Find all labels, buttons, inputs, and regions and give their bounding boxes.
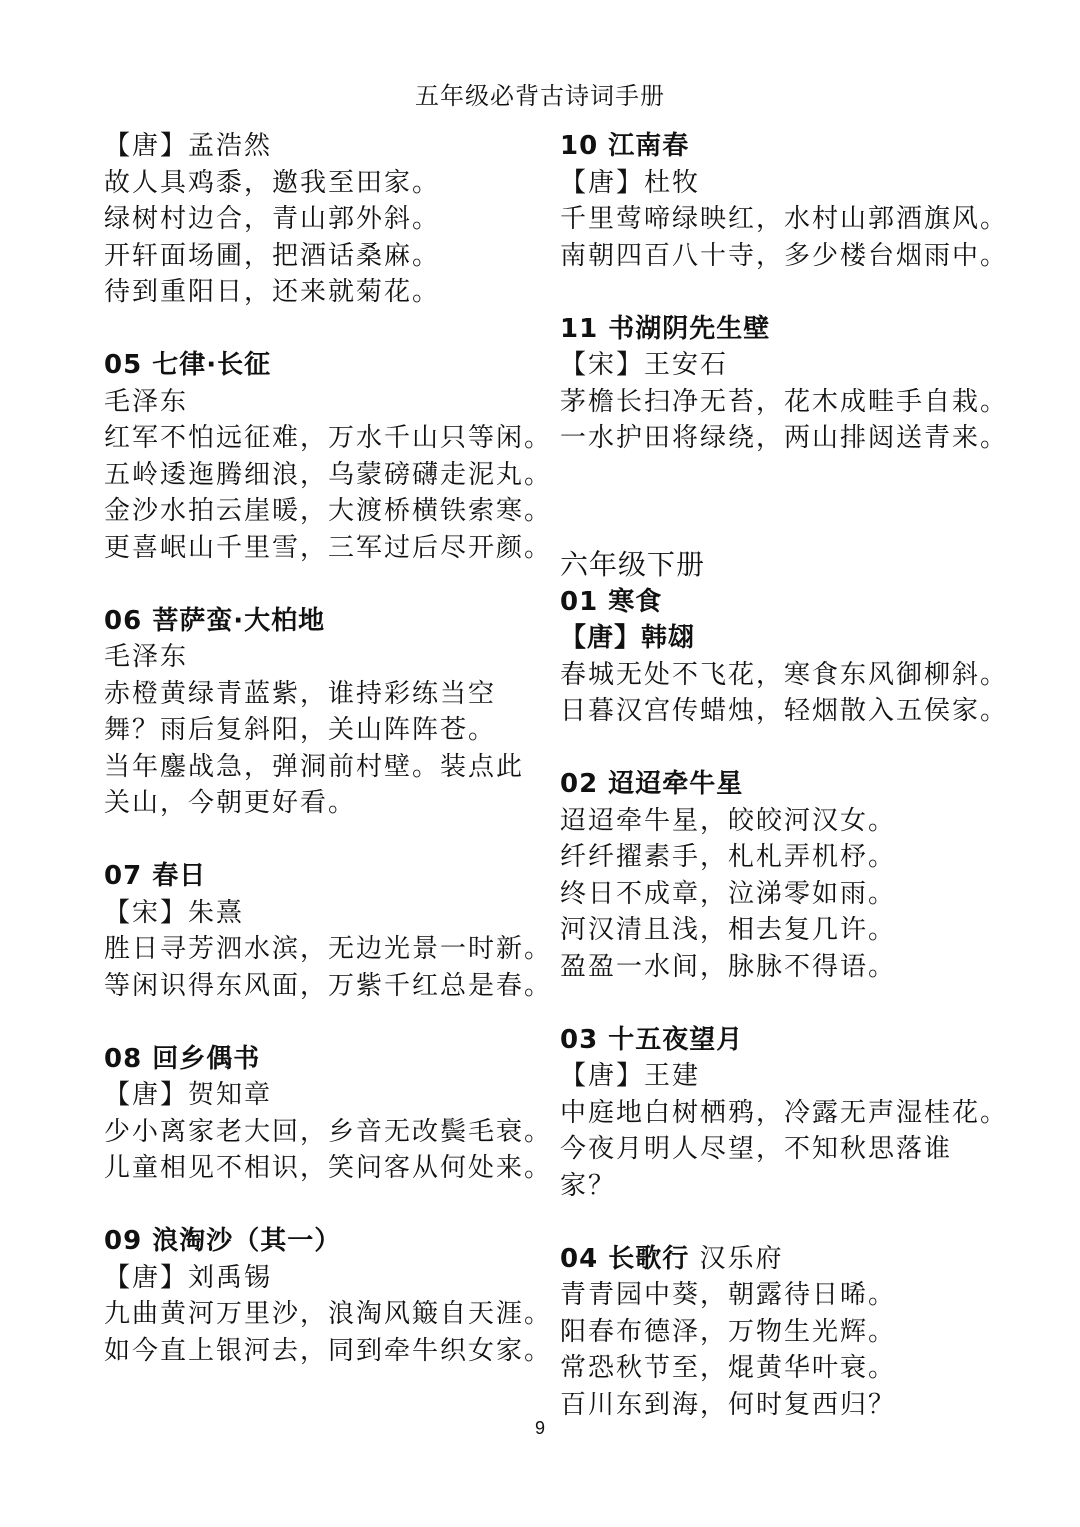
page-header-title: 五年级必背古诗词手册 bbox=[415, 82, 665, 110]
poem-09 bbox=[104, 1223, 553, 1369]
poem-line: 日暮汉宫传蜡烛，轻烟散入五侯家。 bbox=[560, 696, 1009, 726]
poem-10 bbox=[560, 128, 1009, 274]
poem-line: 茅檐长扫净无苔，花木成畦手自栽。 bbox=[560, 386, 1009, 417]
poem-line: 常恐秋节至，焜黄华叶衰。 bbox=[560, 1353, 897, 1383]
poem-line: 今夜月明人尽望，不知秋思落谁 bbox=[560, 1134, 953, 1164]
poem-title: 05 七律·长征 bbox=[104, 350, 272, 380]
poem-line: 百川东到海，何时复西归？ bbox=[560, 1389, 897, 1420]
poem-line: 青青园中葵，朝露待日晞。 bbox=[560, 1280, 897, 1310]
poem-line: 南朝四百八十寺，多少楼台烟雨中。 bbox=[560, 240, 1009, 271]
poem-line: 盈盈一水间，脉脉不得语。 bbox=[560, 951, 897, 982]
poem-title-row bbox=[560, 1241, 1000, 1278]
poem-title: 01 寒食 bbox=[560, 586, 663, 617]
poem-author: 【宋】朱熹 bbox=[104, 897, 245, 928]
poem-s01 bbox=[560, 584, 1009, 730]
poem-line: 等闲识得东风面，万紫千红总是春。 bbox=[104, 970, 553, 1001]
poem-08 bbox=[104, 1041, 553, 1187]
poem-11 bbox=[560, 311, 1009, 457]
poem-s02 bbox=[560, 766, 1000, 985]
poem-06 bbox=[104, 603, 544, 822]
poem-line: 儿童相见不相识，笑问客从何处来。 bbox=[104, 1153, 553, 1183]
poem-author: 【宋】王安石 bbox=[560, 350, 729, 380]
poem-line: 终日不成章，泣涕零如雨。 bbox=[560, 878, 897, 909]
poem-line: 少小离家老大回，乡音无改鬓毛衰。 bbox=[104, 1116, 553, 1147]
poem-title: 10 江南春 bbox=[560, 131, 690, 161]
poem-05 bbox=[104, 347, 553, 566]
poem-author: 汉乐府 bbox=[699, 1243, 784, 1274]
poem-author: 【唐】杜牧 bbox=[560, 167, 701, 198]
poem-line: 开轩面场圃，把酒话桑麻。 bbox=[104, 240, 441, 271]
poem-author: 【唐】孟浩然 bbox=[104, 131, 273, 161]
poem-title: 09 浪淘沙（其一） bbox=[104, 1226, 342, 1256]
poem-title: 04 长歌行 bbox=[560, 1243, 690, 1274]
poem-line: 金沙水拍云崖暖，大渡桥横铁索寒。 bbox=[104, 496, 553, 526]
poem-line: 家？ bbox=[560, 1170, 617, 1201]
poem-line: 舞？雨后复斜阳，关山阵阵苍。 bbox=[104, 715, 497, 745]
poem-author: 毛泽东 bbox=[104, 386, 189, 417]
poem-line: 纤纤擢素手，札札弄机杼。 bbox=[560, 842, 897, 872]
section-title: 六年级下册 bbox=[560, 548, 706, 581]
poem-line: 当年鏖战急，弹洞前村壁。装点此 bbox=[104, 751, 525, 782]
poem-07 bbox=[104, 858, 553, 1004]
poem-line: 千里莺啼绿映红，水村山郭酒旗风。 bbox=[560, 204, 1009, 234]
poem-line: 河汉清且浅，相去复几许。 bbox=[560, 915, 897, 945]
poem-line: 一水护田将绿绕，两山排闼送青来。 bbox=[560, 423, 1009, 453]
poem-s04 bbox=[560, 1241, 1000, 1424]
poem-line: 更喜岷山千里雪，三军过后尽开颜。 bbox=[104, 532, 553, 563]
poem-line: 九曲黄河万里沙，浪淘风簸自天涯。 bbox=[104, 1299, 553, 1329]
poem-line: 春城无处不飞花，寒食东风御柳斜。 bbox=[560, 659, 1009, 690]
poem-author: 【唐】刘禹锡 bbox=[104, 1262, 273, 1293]
poem-line: 迢迢牵牛星，皎皎河汉女。 bbox=[560, 805, 897, 836]
poem-author: 【唐】韩翃 bbox=[560, 623, 696, 653]
poem-line: 绿树村边合，青山郭外斜。 bbox=[104, 204, 441, 234]
poem-author: 毛泽东 bbox=[104, 642, 189, 672]
poem-title: 07 春日 bbox=[104, 861, 207, 891]
poem-line: 待到重阳日，还来就菊花。 bbox=[104, 277, 441, 307]
poem-line: 故人具鸡黍，邀我至田家。 bbox=[104, 167, 441, 198]
poem-title: 02 迢迢牵牛星 bbox=[560, 769, 744, 799]
poem-title: 03 十五夜望月 bbox=[560, 1024, 744, 1055]
poem-line: 关山，今朝更好看。 bbox=[104, 788, 357, 818]
poem-line: 赤橙黄绿青蓝紫，谁持彩练当空 bbox=[104, 678, 497, 709]
poem-line: 红军不怕远征难，万水千山只等闲。 bbox=[104, 423, 553, 453]
poem-title: 06 菩萨蛮·大柏地 bbox=[104, 605, 326, 636]
poem-title: 08 回乡偶书 bbox=[104, 1043, 261, 1074]
poem-04-tail bbox=[104, 128, 544, 311]
poem-line: 胜日寻芳泗水滨，无边光景一时新。 bbox=[104, 934, 553, 964]
poem-title: 11 书湖阴先生壁 bbox=[560, 313, 771, 344]
poem-line: 五岭逶迤腾细浪，乌蒙磅礴走泥丸。 bbox=[104, 459, 553, 490]
right-column bbox=[560, 128, 1009, 1423]
left-column bbox=[104, 128, 553, 1369]
page-number: 9 bbox=[534, 1418, 545, 1438]
poem-line: 阳春布德泽，万物生光辉。 bbox=[560, 1316, 897, 1347]
poem-line: 中庭地白树栖鸦，冷露无声湿桂花。 bbox=[560, 1097, 1009, 1128]
poem-author: 【唐】贺知章 bbox=[104, 1080, 273, 1110]
poem-author: 【唐】王建 bbox=[560, 1061, 701, 1091]
poem-s03 bbox=[560, 1022, 1009, 1205]
poem-line: 如今直上银河去，同到牵牛织女家。 bbox=[104, 1335, 553, 1366]
